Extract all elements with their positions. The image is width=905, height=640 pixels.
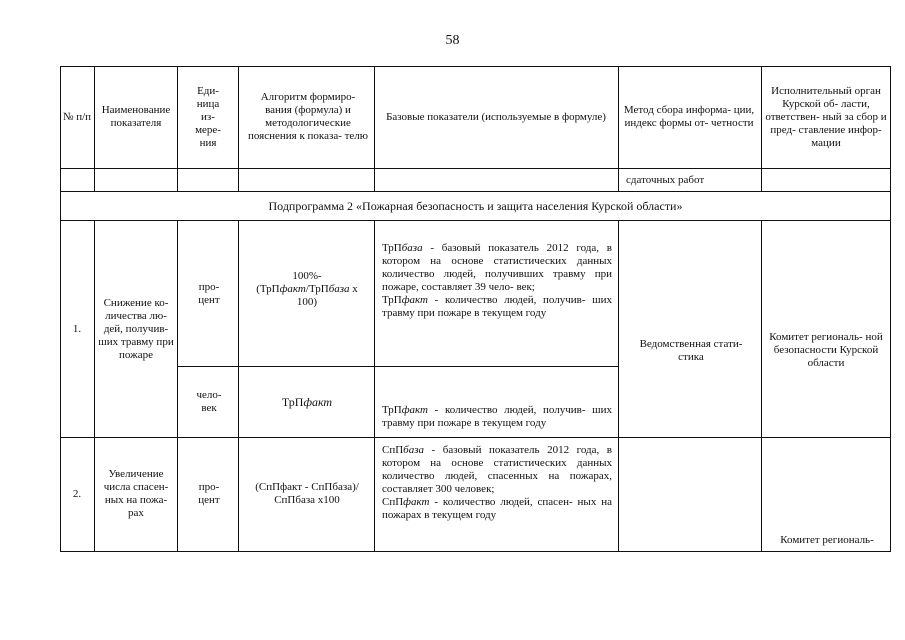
rule-top <box>60 66 891 67</box>
rule-col5-b <box>618 220 619 552</box>
rule-col3-b <box>238 220 239 552</box>
header-method: Метод сбора информа- ции, индекс формы от- четности <box>623 104 755 129</box>
row1-algo-a-line1: 100%- <box>292 270 322 282</box>
rule-bottom <box>60 551 891 552</box>
rule-right <box>890 66 891 552</box>
row2-org: Комитет региональ- <box>780 534 874 546</box>
rule-col5-a <box>618 66 619 192</box>
row2-base: СпПбаза - базовый показатель 2012 года, в котором на основе статистических данных количество людей, спасенных на пожарах, составляет 300 человек; СпПфакт - количество людей, спасен- ных на пожарах в текущем году <box>382 444 612 521</box>
row1-base-b: ТрПфакт - количество людей, получив- ших травму при пожаре в текущем году <box>382 404 612 429</box>
row2-num: 2. <box>72 487 82 500</box>
row1-algo-a-line3: 100) <box>296 296 318 308</box>
rule-col2-a <box>177 66 178 192</box>
row1-unit-a: про- цент <box>198 280 220 306</box>
rule-continued-bottom <box>60 191 891 192</box>
rule-col4-a <box>374 66 375 192</box>
row1-algo-a-line2: (ТрПфакт/ТрПбаза x <box>256 283 358 295</box>
rule-header-bottom <box>60 168 891 169</box>
row1-name: Снижение ко- личества лю- дей, получив- ших травму при пожаре <box>98 296 174 361</box>
row2-algo: (СпПфакт - СпПбаза)/ СпПбаза х100 <box>255 481 359 506</box>
page-number: 58 <box>445 33 460 48</box>
rule-row1-bottom <box>60 437 891 438</box>
rule-col6-a <box>761 66 762 192</box>
header-unit: Еди- ница из- мере- ния <box>195 84 221 149</box>
row2-name: Увеличение числа спасен- ных на пожа- рах <box>103 468 169 519</box>
header-org: Исполнительный орган Курской об- ласти, ответствен- ный за сбор и пред- ставление инфор- мации <box>765 84 887 149</box>
row1-method: Ведомственная стати- стика <box>639 338 743 363</box>
rule-col4-b <box>374 220 375 552</box>
row1-base-a: ТрПбаза - базовый показатель 2012 года, в котором на основе статистических данных количество людей, получивших травму при пожаре, составляет 39 чело- век; ТрПфакт - количество людей, получив- ших травму при пожаре в текущем году <box>382 242 612 319</box>
continued-method: сдаточных работ <box>626 174 705 186</box>
rule-col3-a <box>238 66 239 192</box>
rule-col6-b <box>761 220 762 552</box>
header-name: Наименование показателя <box>101 104 171 129</box>
row2-unit: про- цент <box>198 481 220 506</box>
indicators-table <box>60 66 891 552</box>
row1-org: Комитет региональ- ной безопасности Курской области <box>769 330 883 369</box>
rule-row1-split <box>177 366 619 367</box>
rule-col1-b <box>94 220 95 552</box>
row1-num: 1. <box>72 322 82 335</box>
subprogram-title: Подпрограмма 2 «Пожарная безопасность и защита населения Курской области» <box>268 198 683 213</box>
rule-subprogram-bottom <box>60 220 891 221</box>
rule-col1-a <box>94 66 95 192</box>
header-num: № п/п <box>62 110 92 123</box>
row1-unit-b: чело- век <box>196 389 222 414</box>
row1-algo-a <box>242 270 372 309</box>
rule-col2-b <box>177 220 178 552</box>
header-algo: Алгоритм формиро- вания (формула) и методологические пояснения к показа- телю <box>247 91 369 142</box>
header-base: Базовые показатели (используемые в формуле) <box>386 110 606 123</box>
row1-algo-b: ТрПфакт <box>281 395 333 409</box>
rule-left <box>60 66 61 552</box>
